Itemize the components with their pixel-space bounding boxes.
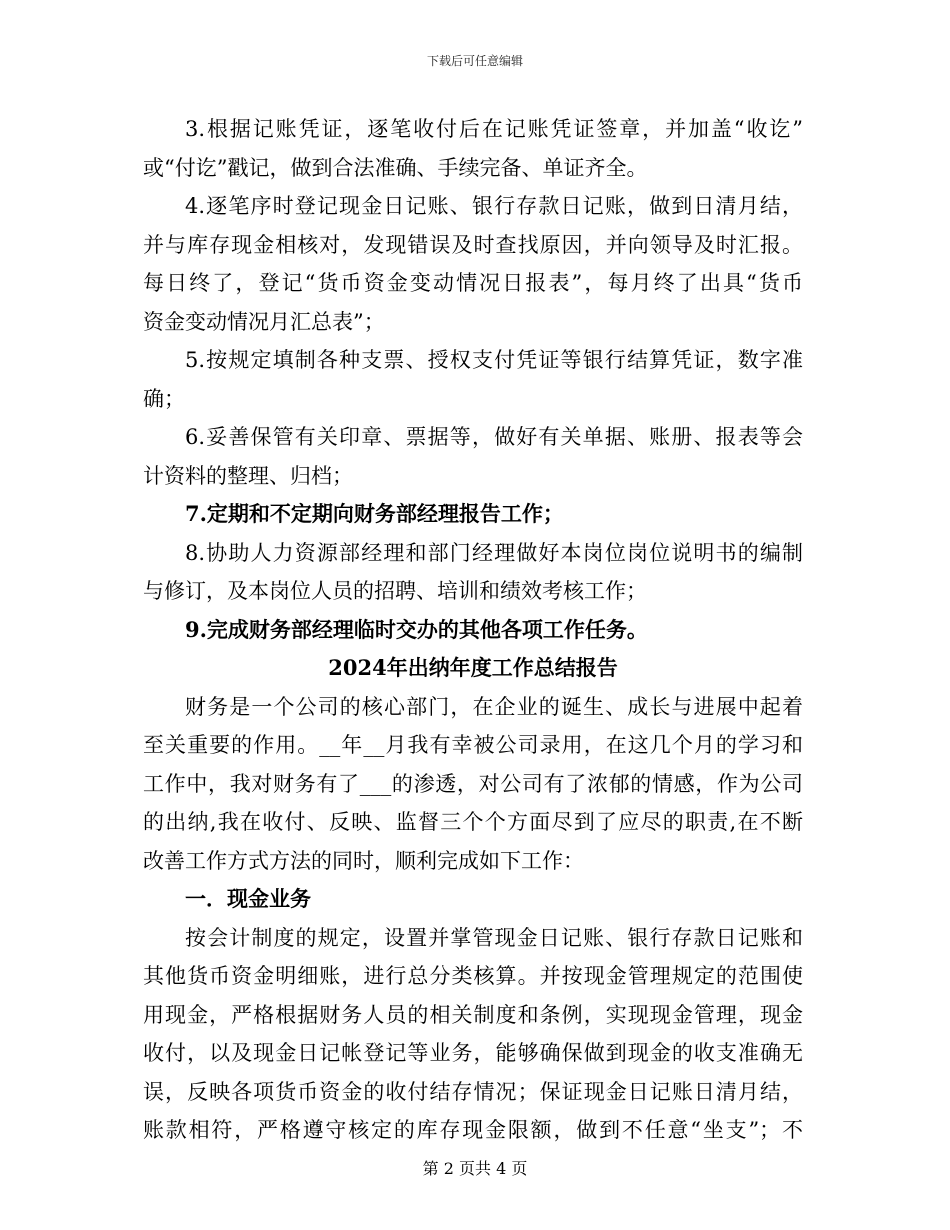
text-line: 至关重要的作用。__年__月我有幸被公司录用，在这几个月的学习和 bbox=[143, 733, 803, 757]
text-line: 用现金，严格根据财务人员的相关制度和条例，实现现金管理，现金 bbox=[143, 1002, 803, 1027]
document-body bbox=[143, 110, 803, 1150]
text-line: 6.妥善保管有关印章、票据等，做好有关单据、账册、报表等会 bbox=[185, 425, 803, 449]
text-line: 每日终了，登记“货币资金变动情况日报表”，每月终了出具“货币 bbox=[143, 271, 803, 295]
text-line: 改善工作方式方法的同时，顺利完成如下工作： bbox=[143, 848, 584, 873]
text-line: 8.协助人力资源部经理和部门经理做好本岗位岗位说明书的编制 bbox=[185, 540, 803, 565]
text-line: 工作中，我对财务有了___的渗透，对公司有了浓郁的情感，作为公司 bbox=[143, 771, 803, 796]
text-line: 按会计制度的规定，设置并掌管现金日记账、银行存款日记账和 bbox=[185, 925, 803, 950]
text-line: 财务是一个公司的核心部门，在企业的诞生、成长与进展中起着 bbox=[185, 694, 803, 719]
text-line: 一．现金业务 bbox=[185, 886, 311, 911]
text-line: 其他货币资金明细账，进行总分类核算。并按现金管理规定的范围使 bbox=[143, 964, 803, 988]
text-line: 9.完成财务部经理临时交办的其他各项工作任务。 bbox=[185, 616, 648, 642]
text-line: 5.按规定填制各种支票、授权支付凭证等银行结算凭证，数字准 bbox=[185, 348, 803, 372]
page-header: 下载后可任意编辑 bbox=[426, 54, 523, 68]
text-line: 与修订，及本岗位人员的招聘、培训和绩效考核工作； bbox=[143, 579, 647, 603]
text-line: 7.定期和不定期向财务部经理报告工作； bbox=[185, 501, 564, 526]
text-line: 账款相符，严格遵守核定的库存现金限额，做到不任意“坐支”；不 bbox=[143, 1118, 803, 1142]
text-line: 误，反映各项货币资金的收付结存情况；保证现金日记账日清月结， bbox=[143, 1079, 803, 1104]
text-line: 2024年出纳年度工作总结报告 bbox=[328, 655, 618, 680]
text-line: 计资料的整理、归档； bbox=[143, 463, 353, 488]
page-footer: 第 2 页共 4 页 bbox=[422, 1159, 528, 1178]
text-line: 3.根据记账凭证，逐笔收付后在记账凭证签章，并加盖“收讫” bbox=[185, 117, 803, 141]
text-line: 并与库存现金相核对，发现错误及时查找原因，并向领导及时汇报。 bbox=[143, 232, 803, 257]
text-line: 或“付讫”戳记，做到合法准确、手续完备、单证齐全。 bbox=[143, 155, 648, 180]
text-line: 收付，以及现金日记帐登记等业务，能够确保做到现金的收支准确无 bbox=[143, 1041, 803, 1065]
text-line: 4.逐笔序时登记现金日记账、银行存款日记账，做到日清月结， bbox=[185, 194, 803, 218]
text-line: 的出纳,我在收付、反映、监督三个个方面尽到了应尽的职责,在不断 bbox=[143, 810, 803, 834]
text-line: 资金变动情况月汇总表”； bbox=[143, 309, 385, 334]
text-line: 确； bbox=[143, 386, 185, 411]
